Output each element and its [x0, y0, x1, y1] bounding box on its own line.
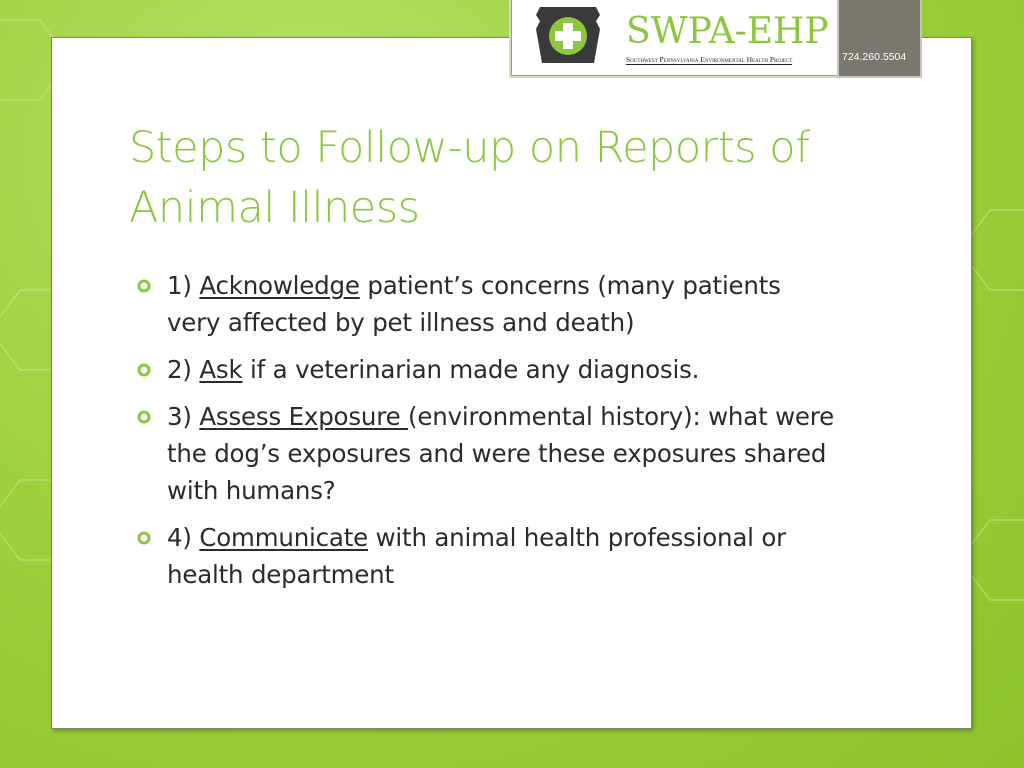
bullet-keyword: Acknowledge — [199, 271, 360, 300]
list-item — [137, 351, 837, 388]
keystone-cross-icon — [534, 3, 602, 67]
circle-bullet-icon — [137, 363, 151, 377]
phone-number: 724.260.5504 — [842, 51, 907, 63]
slide-title: Steps to Follow-up on Reports of Animal Illness — [129, 123, 810, 233]
list-item — [137, 398, 837, 509]
bullet-text: if a veterinarian made any diagnosis. — [242, 355, 700, 384]
list-item — [137, 267, 837, 341]
organization-logo — [511, 0, 839, 76]
bullet-text: with animal health professional or health department — [167, 523, 787, 589]
bullet-list — [137, 267, 837, 603]
bullet-keyword: Assess Exposure — [199, 402, 409, 431]
list-item — [137, 519, 837, 593]
bullet-text: patient’s concerns (many patients very affected by pet illness and death) — [167, 271, 781, 337]
bullet-prefix: 2) — [167, 355, 200, 384]
bullet-keyword: Communicate — [199, 523, 368, 552]
phone-number-box — [839, 0, 920, 76]
circle-bullet-icon — [137, 531, 151, 545]
slide-panel — [51, 37, 972, 729]
bullet-prefix: 1) — [167, 271, 200, 300]
bullet-keyword: Ask — [199, 355, 243, 384]
logo-subtitle: Southwest Pennsylvania Environmental Health Project — [626, 55, 793, 64]
bullet-text: (environmental history): what were the dog’s exposures and were these exposures shared with humans? — [167, 402, 834, 505]
circle-bullet-icon — [137, 279, 151, 293]
logo-title: SWPA-EHP — [626, 11, 829, 52]
bullet-prefix: 3) — [167, 402, 200, 431]
circle-bullet-icon — [137, 410, 151, 424]
bullet-prefix: 4) — [167, 523, 200, 552]
